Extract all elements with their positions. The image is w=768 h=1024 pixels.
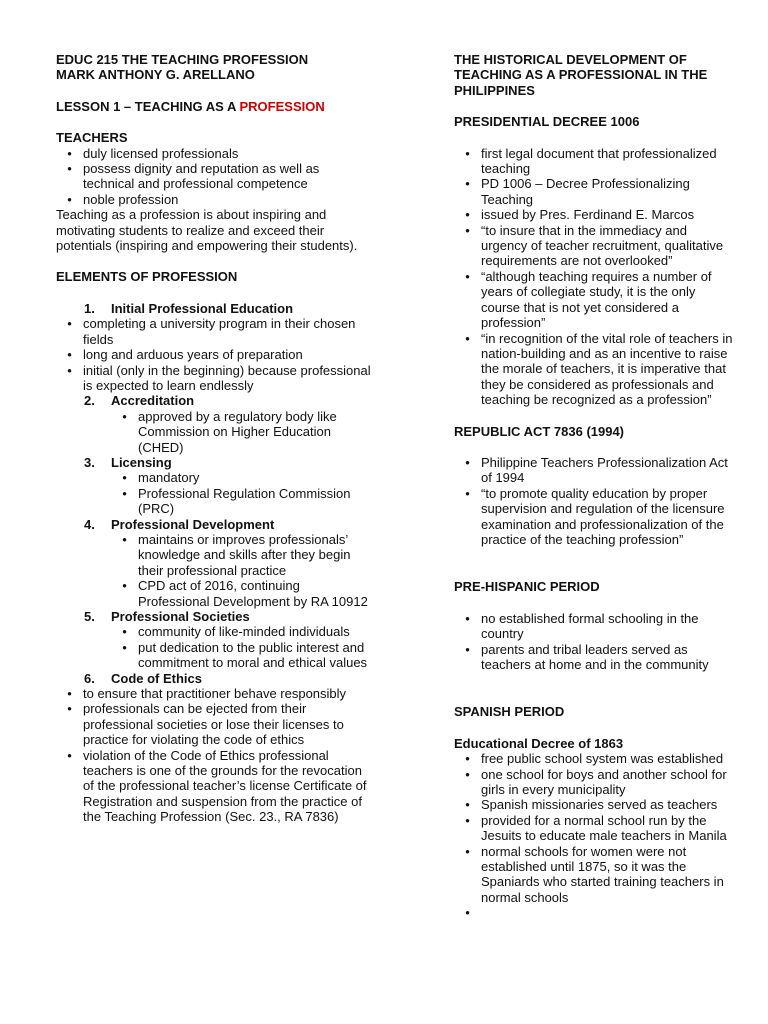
right-column: [454, 52, 734, 921]
pd-heading: PRESIDENTIAL DECREE 1006: [454, 114, 640, 130]
list-item: • to ensure that practitioner behave responsibly: [67, 686, 347, 702]
prehispanic-heading: PRE-HISPANIC PERIOD: [454, 579, 600, 595]
list-item: • CPD act of 2016, continuing Professional Development by RA 10912: [122, 578, 368, 609]
element-2-title: 2. Accreditation: [84, 393, 195, 409]
list-item: • completing a university program in their chosen fields: [67, 316, 356, 347]
teaching-paragraph: Teaching as a profession is about inspiring and motivating students to realize and exceed their potentials (inspiring and empowering their students).: [56, 207, 358, 254]
list-item: • “to promote quality education by proper supervision and regulation of the licensure examination and professionalization of the practice of the teaching profession”: [465, 485, 725, 547]
element-4-title: 4. Professional Development: [84, 516, 275, 532]
spanish-heading: SPANISH PERIOD: [454, 704, 565, 720]
list-item: • “to insure that in the immediacy and urgency of teacher recruitment, qualitative requirements are not overlooked”: [465, 222, 724, 269]
list-item: • maintains or improves professionals’ knowledge and skills after they begin their professional practice: [122, 531, 351, 578]
list-item: • community of like-minded individuals: [122, 624, 350, 640]
list-item: • approved by a regulatory body like Commission on Higher Education (CHED): [122, 408, 337, 455]
list-item: • initial (only in the beginning) because professional is expected to learn endlessly: [67, 362, 371, 393]
list-item: • provided for a normal school run by the Jesuits to educate male teachers in Manila: [465, 812, 727, 844]
author-name: MARK ANTHONY G. ARELLANO: [56, 67, 255, 83]
list-item: • noble profession: [67, 191, 179, 207]
ra-heading: REPUBLIC ACT 7836 (1994): [454, 423, 625, 439]
list-item: • duly licensed professionals: [67, 145, 239, 161]
list-item: • “although teaching requires a number of years of collegiate study, it is the only course that is not yet considered a profession”: [465, 268, 712, 331]
list-item: • one school for boys and another school for girls in every municipality: [465, 766, 727, 798]
list-item: •: [465, 905, 470, 921]
list-item: • violation of the Code of Ethics professional teachers is one of the grounds for the revocation of the professional teacher’s license Certificate of Registration and suspension from the practice of the Teaching Profession (Sec. 23., RA 7836): [67, 747, 367, 825]
list-item: • possess dignity and reputation as well as technical and professional competence: [67, 161, 320, 192]
list-item: • Philippine Teachers Professionalization Act of 1994: [465, 454, 728, 486]
element-1-title: 1. Initial Professional Education: [84, 300, 294, 316]
list-item: • Spanish missionaries served as teachers: [465, 797, 718, 813]
list-item: • professionals can be ejected from their professional societies or lose their licenses to practice for violating the code of ethics: [67, 701, 344, 748]
history-heading: THE HISTORICAL DEVELOPMENT OF TEACHING AS A PROFESSIONAL IN THE PHILIPPINES: [454, 52, 708, 98]
lesson-title-highlight: PROFESSION: [239, 98, 325, 114]
lesson-title: [56, 99, 374, 114]
decree-heading: Educational Decree of 1863: [454, 735, 624, 751]
list-item: • first legal document that professionalized teaching: [465, 145, 717, 177]
list-item: • Professional Regulation Commission (PRC): [122, 485, 351, 517]
lesson-title-prefix: LESSON 1 – TEACHING AS A: [56, 98, 240, 114]
list-item: • put dedication to the public interest and commitment to moral and ethical values: [122, 639, 368, 671]
list-item: • PD 1006 – Decree Professionalizing Teaching: [465, 176, 690, 207]
list-item: • issued by Pres. Ferdinand E. Marcos: [465, 207, 695, 223]
list-item: • “in recognition of the vital role of teachers in nation-building and as an incentive to raise the morale of teachers, it is imperative that they be considered as professionals and teaching be recognized as a profession”: [465, 330, 733, 408]
elements-heading: ELEMENTS OF PROFESSION: [56, 269, 238, 285]
list-item: • normal schools for women were not established until 1875, so it was the Spaniards who started training teachers in normal schools: [465, 843, 724, 905]
list-item: • long and arduous years of preparation: [67, 347, 303, 363]
element-6-title: 6. Code of Ethics: [84, 670, 203, 686]
course-title: EDUC 215 THE TEACHING PROFESSION: [56, 52, 309, 67]
element-5-title: 5. Professional Societies: [84, 609, 250, 624]
element-3-title: 3. Licensing: [84, 454, 172, 470]
teachers-heading: TEACHERS: [56, 130, 128, 146]
left-column: [56, 52, 374, 825]
list-item: • no established formal schooling in the country: [465, 610, 699, 642]
list-item: • free public school system was established: [465, 751, 724, 767]
list-item: • mandatory: [122, 470, 200, 486]
list-item: • parents and tribal leaders served as teachers at home and in the community: [465, 641, 709, 672]
